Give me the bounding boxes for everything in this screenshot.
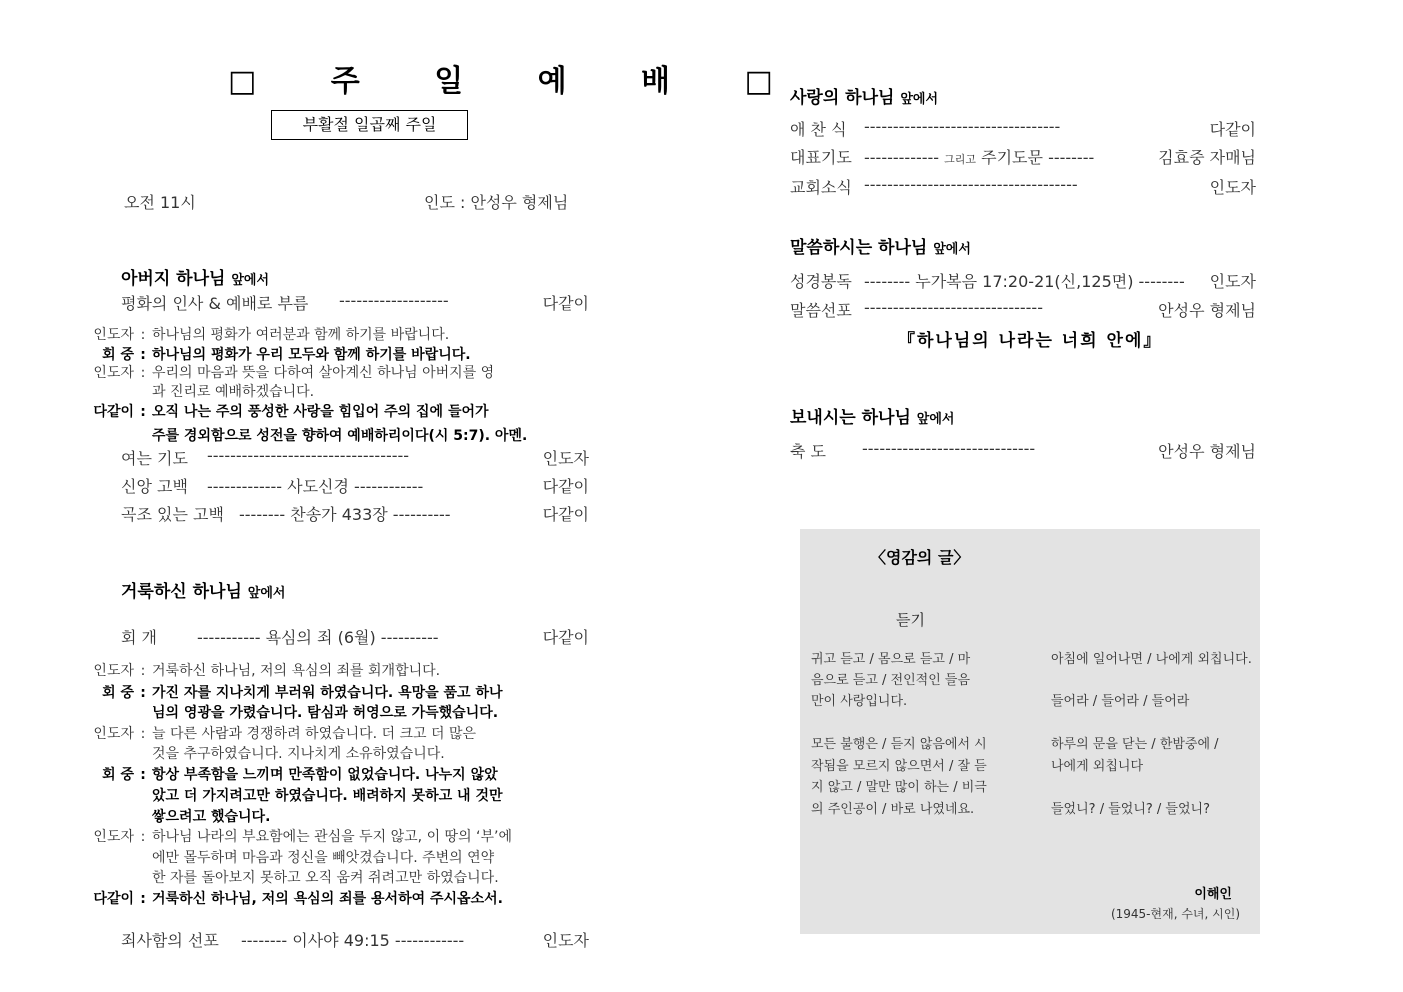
poem-line: 귀고 듣고 / 몸으로 듣고 / 마 xyxy=(811,652,971,667)
response-text: 쌓으려고 했습니다. xyxy=(152,809,271,825)
item-label: 애 찬 식 xyxy=(790,120,847,139)
item-label: 축 도 xyxy=(790,442,826,461)
response-text: 한 자를 돌아보지 못하고 오직 움켜 쥐려고만 하였습니다. xyxy=(152,870,499,886)
item-who: 다같이 xyxy=(542,628,589,647)
poem-line: 들어라 / 들어라 / 들어라 xyxy=(1051,694,1190,709)
response-text: 거룩하신 하나님, 저의 욕심의 죄를 회개합니다. xyxy=(152,663,441,679)
item-mid-text: 주기도문 xyxy=(981,148,1043,167)
item-label: 신앙 고백 xyxy=(121,477,188,496)
response-text: 가진 자를 지나치게 부러워 하였습니다. 욕망을 품고 하나 xyxy=(152,685,503,701)
item-label: 교회소식 xyxy=(790,178,852,197)
poem-author-info: (1945-현재, 수녀, 시인) xyxy=(1110,907,1240,921)
item-dashes: ------------- xyxy=(864,148,940,167)
poem-author: 이해인 xyxy=(1194,887,1232,902)
item-dashes: -------- xyxy=(1048,148,1095,167)
section-heading-text: 보내시는 하나님 xyxy=(790,408,911,428)
item-who: 안성우 형제님 xyxy=(1158,442,1256,461)
item-label: 대표기도 xyxy=(790,148,852,167)
item-dashes: ----------------------------------- xyxy=(207,446,410,465)
item-label: 말씀선포 xyxy=(790,301,852,320)
response-speaker: 다같이 xyxy=(93,404,134,420)
item-who: 안성우 형제님 xyxy=(1158,301,1256,320)
item-who: 김효중 자매님 xyxy=(1158,148,1256,167)
item-label: 죄사함의 선포 xyxy=(121,931,219,950)
response-text: 늘 다른 사람과 경쟁하려 하였습니다. 더 크고 더 많은 xyxy=(152,726,477,742)
response-text: 님의 영광을 가렸습니다. 탐심과 허영으로 가득했습니다. xyxy=(152,705,499,721)
response-text: 하나님의 평화가 우리 모두와 함께 하기를 바랍니다. xyxy=(152,347,471,363)
response-text: 항상 부족함을 느끼며 만족함이 없었습니다. 나누지 않았 xyxy=(152,767,498,783)
response-line: 다같이 : 거룩하신 하나님, 저의 욕심의 죄를 용서하여 주시옵소서. xyxy=(76,888,503,908)
item-dashes: ------------- 사도신경 ------------ xyxy=(207,477,424,496)
item-dashes: ------------------------------- xyxy=(864,298,1043,317)
section-heading-small: 앞에서 xyxy=(231,273,270,288)
poem-line: 만이 사랑입니다. xyxy=(811,694,908,709)
item-dashes: ------------------- xyxy=(339,291,449,310)
item-who: 다같이 xyxy=(1209,120,1256,139)
poem-line: 작됨을 모르지 않으면서 / 잘 듣 xyxy=(811,759,987,774)
service-leader: 인도 : 안성우 형제님 xyxy=(424,193,569,212)
section-heading-text: 아버지 하나님 xyxy=(121,269,226,289)
poem-line: 음으로 듣고 / 전인적인 들음 xyxy=(811,673,971,688)
item-who: 인도자 xyxy=(1209,272,1256,291)
item-dashes: -------- 이사야 49:15 ------------ xyxy=(241,931,465,950)
response-line: 회 중 : 하나님의 평화가 우리 모두와 함께 하기를 바랍니다. xyxy=(76,344,471,364)
item-connector: 그리고 xyxy=(944,153,977,166)
section-heading-small: 앞에서 xyxy=(916,412,955,427)
item-who: 인도자 xyxy=(542,449,589,468)
section-heading-father xyxy=(121,264,269,289)
item-label: 평화의 인사 & 예배로 부름 xyxy=(121,294,309,313)
response-text: 하나님의 평화가 여러분과 함께 하기를 바랍니다. xyxy=(152,327,450,343)
response-text: 우리의 마음과 뜻을 다하여 살아계신 하나님 아버지를 영 xyxy=(152,365,495,381)
response-text: 것을 추구하였습니다. 지나치게 소유하였습니다. xyxy=(152,746,445,762)
item-who: 다같이 xyxy=(542,505,589,524)
response-line: 인도자 : 늘 다른 사람과 경쟁하려 하였습니다. 더 크고 더 많은 xyxy=(76,723,476,743)
poem-line: 모든 불행은 / 듣지 않음에서 시 xyxy=(811,737,987,752)
response-line: 다같이 : 오직 나는 주의 풍성한 사랑을 힘입어 주의 집에 들어가 xyxy=(76,401,489,421)
response-speaker: 다같이 xyxy=(93,891,134,907)
response-speaker: 회 중 xyxy=(102,767,134,783)
poem-line: 의 주인공이 / 바로 나였네요. xyxy=(811,802,975,817)
sermon-title: 『하나님의 나라는 너희 안에』 xyxy=(898,331,1163,351)
inspiration-heading: 〈영감의 글〉 xyxy=(870,548,970,567)
item-who: 다같이 xyxy=(542,477,589,496)
poem-line: 아침에 일어나면 / 나에게 외칩니다. xyxy=(1051,652,1252,667)
item-label: 성경봉독 xyxy=(790,272,852,291)
item-dashes: -------- 누가복음 17:20-21(신,125면) -------- xyxy=(864,272,1185,291)
response-speaker: 회 중 xyxy=(102,347,134,363)
section-heading-small: 앞에서 xyxy=(933,242,971,257)
response-text: 주를 경외함으로 성전을 향하여 예배하리이다(시 5:7). 아멘. xyxy=(152,428,528,444)
section-heading-small: 앞에서 xyxy=(247,586,286,601)
poem-title: 듣기 xyxy=(896,611,925,629)
item-label: 여는 기도 xyxy=(121,449,188,468)
item-dashes: ------------------------------------- xyxy=(864,175,1078,194)
section-heading-small: 앞에서 xyxy=(900,92,939,107)
item-label: 회 개 xyxy=(121,628,157,647)
response-text: 하나님 나라의 부요함에는 관심을 두지 않고, 이 땅의 ‘부’에 xyxy=(152,829,513,845)
item-who: 인도자 xyxy=(1209,178,1256,197)
item-dashes: ---------------------------------- xyxy=(864,117,1061,136)
section-heading-word xyxy=(790,233,971,258)
response-speaker: 인도자 xyxy=(93,726,134,742)
response-speaker: 인도자 xyxy=(93,663,134,679)
item-who: 다같이 xyxy=(542,294,589,313)
item-who: 인도자 xyxy=(542,931,589,950)
response-line: 인도자 : 하나님의 평화가 여러분과 함께 하기를 바랍니다. xyxy=(76,324,449,344)
response-line: 인도자 : 거룩하신 하나님, 저의 욕심의 죄를 회개합니다. xyxy=(76,660,440,680)
response-line: 회 중 : 가진 자를 지나치게 부러워 하였습니다. 욕망을 품고 하나 xyxy=(76,682,503,702)
poem-line: 지 않고 / 말만 많이 하는 / 비극 xyxy=(811,780,987,795)
response-text: 과 진리로 예배하겠습니다. xyxy=(152,384,315,400)
response-line: 회 중 : 항상 부족함을 느끼며 만족함이 없었습니다. 나누지 않았 xyxy=(76,764,498,784)
response-text: 에만 몰두하며 마음과 정신을 빼앗겼습니다. 주변의 연약 xyxy=(152,850,495,866)
response-text: 오직 나는 주의 풍성한 사랑을 힘입어 주의 집에 들어가 xyxy=(152,404,489,420)
response-text: 았고 더 가지려고만 하였습니다. 배려하지 못하고 내 것만 xyxy=(152,788,503,804)
poem-line: 들었니? / 들었니? / 들었니? xyxy=(1051,802,1211,817)
subtitle-box: 부활절 일곱째 주일 xyxy=(271,110,468,140)
section-heading-text: 거룩하신 하나님 xyxy=(121,582,242,602)
inspiration-box xyxy=(800,529,1260,934)
response-line: 인도자 : 우리의 마음과 뜻을 다하여 살아계신 하나님 아버지를 영 xyxy=(76,362,494,382)
poem-line: 하루의 문을 닫는 / 한밤중에 / xyxy=(1051,737,1219,752)
section-heading-sending xyxy=(790,403,954,428)
section-heading-text: 사랑의 하나님 xyxy=(790,88,895,108)
section-heading-text: 말씀하시는 하나님 xyxy=(790,238,928,258)
response-speaker: 인도자 xyxy=(93,829,134,845)
item-dashes: ----------- 욕심의 죄 (6월) ---------- xyxy=(197,628,439,647)
section-heading-holy xyxy=(121,577,285,602)
item-dashes: ------------------------------ xyxy=(862,439,1036,458)
service-time: 오전 11시 xyxy=(124,193,196,212)
response-speaker: 회 중 xyxy=(102,685,134,701)
response-speaker: 인도자 xyxy=(93,327,134,343)
response-line: 인도자 : 하나님 나라의 부요함에는 관심을 두지 않고, 이 땅의 ‘부’에 xyxy=(76,826,512,846)
poem-line: 나에게 외칩니다 xyxy=(1051,759,1144,774)
response-text: 거룩하신 하나님, 저의 욕심의 죄를 용서하여 주시옵소서. xyxy=(152,891,503,907)
item-label: 곡조 있는 고백 xyxy=(121,505,224,524)
response-speaker: 인도자 xyxy=(93,365,134,381)
item-dashes: -------- 찬송가 433장 ---------- xyxy=(239,505,451,524)
section-heading-love xyxy=(790,83,938,108)
page-title: □ 주 일 예 배 □ xyxy=(228,64,805,99)
